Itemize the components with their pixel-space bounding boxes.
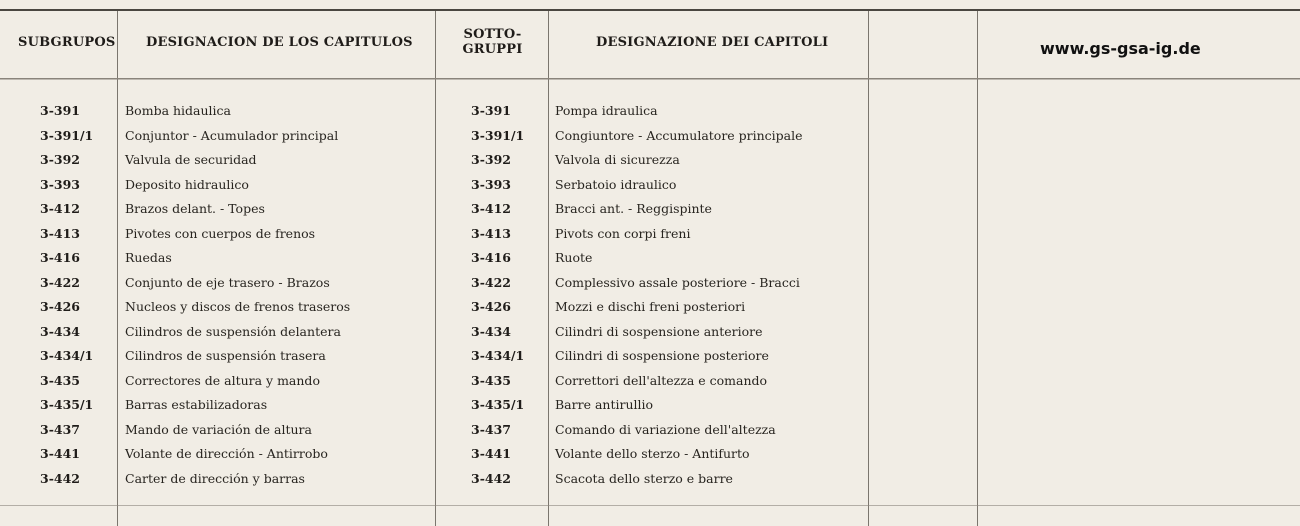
chapter-name-es: Conjunto de eje trasero - Brazos [125,275,330,290]
subgroups-it-header-line1: SOTTO- [463,27,522,42]
subgroup-code-es: 3-391 [40,103,80,118]
subgroup-code-it: 3-435/1 [471,397,525,412]
chapter-name-it: Cilindri di sospensione anteriore [555,324,763,339]
chapters-it-header: DESIGNAZIONE DEI CAPITOLI [596,35,829,50]
chapter-name-es: Nucleos y discos de frenos traseros [125,299,351,314]
subgroup-code-it: 3-435 [471,373,511,388]
chapter-name-es: Cilindros de suspensión trasera [125,348,326,363]
chapter-name-es: Volante de dirección - Antirrobo [125,446,328,461]
column-divider [117,11,118,526]
subgroup-code-es: 3-412 [40,201,80,216]
column-divider [977,11,978,526]
subgroup-code-it: 3-426 [471,299,511,314]
subgroup-code-es: 3-434/1 [40,348,94,363]
subgroup-code-es: 3-441 [40,446,80,461]
subgroup-code-es: 3-413 [40,226,80,241]
subgroup-code-it: 3-441 [471,446,511,461]
subgroup-code-es: 3-435 [40,373,80,388]
chapter-name-it: Valvola di sicurezza [555,152,680,167]
column-divider [435,11,436,526]
chapter-name-it: Mozzi e dischi freni posteriori [555,299,746,314]
subgroups-es-header: SUBGRUPOS [18,35,116,50]
chapter-name-es: Mando de variación de altura [125,422,312,437]
subgroup-code-es: 3-435/1 [40,397,94,412]
chapter-name-es: Deposito hidraulico [125,177,249,192]
bottom-divider [0,505,1300,506]
chapter-name-es: Bomba hidaulica [125,103,231,118]
subgroup-code-es: 3-392 [40,152,80,167]
column-divider [868,11,869,526]
subgroup-code-it: 3-413 [471,226,511,241]
subgroup-code-it: 3-412 [471,201,511,216]
subgroups-it-header-line2: GRUPPI [462,42,523,57]
subgroups-it-header [450,27,535,57]
subgroup-code-it: 3-434 [471,324,511,339]
chapter-name-it: Barre antirullio [555,397,654,412]
subgroup-code-es: 3-391/1 [40,128,94,143]
chapter-name-it: Ruote [555,250,593,265]
website-label: www.gs-gsa-ig.de [1040,39,1201,58]
chapter-name-it: Volante dello sterzo - Antifurto [555,446,750,461]
subgroup-code-it: 3-437 [471,422,511,437]
chapter-name-es: Carter de dirección y barras [125,471,305,486]
chapter-name-es: Pivotes con cuerpos de frenos [125,226,316,241]
chapters-es-header: DESIGNACION DE LOS CAPITULOS [146,35,413,50]
subgroup-code-it: 3-416 [471,250,511,265]
subgroup-code-es: 3-434 [40,324,80,339]
chapter-name-it: Pivots con corpi freni [555,226,691,241]
column-divider [548,11,549,526]
subgroup-code-es: 3-416 [40,250,80,265]
subgroup-code-it: 3-391/1 [471,128,525,143]
subgroup-code-it: 3-434/1 [471,348,525,363]
chapter-name-it: Cilindri di sospensione posteriore [555,348,769,363]
chapter-name-es: Conjuntor - Acumulador principal [125,128,339,143]
subgroup-code-es: 3-393 [40,177,80,192]
chapter-name-it: Scacota dello sterzo e barre [555,471,733,486]
chapter-name-it: Serbatoio idraulico [555,177,677,192]
chapter-name-es: Brazos delant. - Topes [125,201,265,216]
subgroup-code-es: 3-442 [40,471,80,486]
chapter-name-es: Valvula de securidad [125,152,257,167]
chapter-name-it: Comando di variazione dell'altezza [555,422,776,437]
subgroup-code-it: 3-393 [471,177,511,192]
subgroup-code-es: 3-437 [40,422,80,437]
chapter-name-it: Pompa idraulica [555,103,658,118]
chapter-name-es: Barras estabilizadoras [125,397,268,412]
subgroup-code-it: 3-442 [471,471,511,486]
chapter-name-it: Congiuntore - Accumulatore principale [555,128,803,143]
subgroup-code-es: 3-426 [40,299,80,314]
chapter-name-es: Cilindros de suspensión delantera [125,324,341,339]
subgroup-code-it: 3-422 [471,275,511,290]
chapter-name-it: Bracci ant. - Reggispinte [555,201,712,216]
header-divider-shadow [0,79,1300,80]
subgroup-code-it: 3-392 [471,152,511,167]
chapter-name-it: Correttori dell'altezza e comando [555,373,768,388]
top-border [0,9,1300,11]
chapter-name-it: Complessivo assale posteriore - Bracci [555,275,800,290]
chapter-name-es: Correctores de altura y mando [125,373,320,388]
subgroup-code-es: 3-422 [40,275,80,290]
chapter-name-es: Ruedas [125,250,172,265]
subgroup-code-it: 3-391 [471,103,511,118]
